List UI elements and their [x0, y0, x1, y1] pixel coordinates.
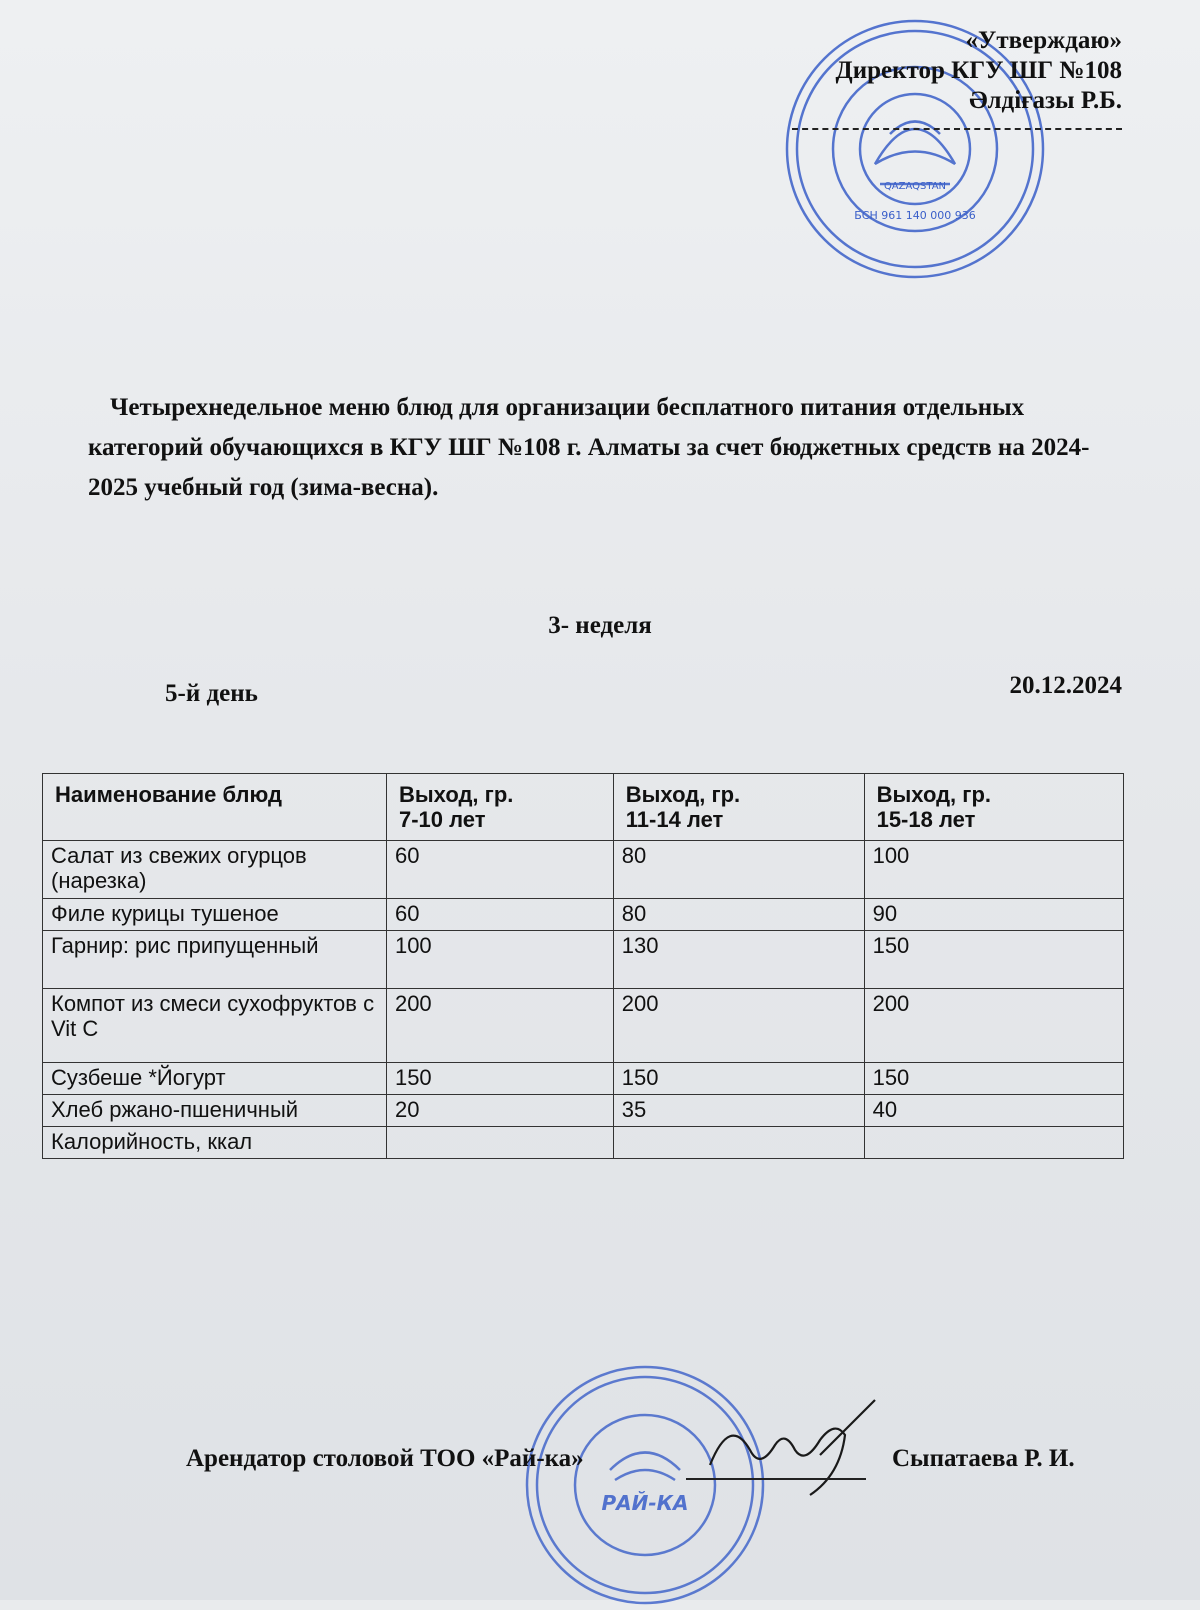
approval-signature-line [792, 120, 1122, 130]
approval-position: Директор КГУ ШГ №108 [835, 57, 1122, 84]
dish-name: Хлеб ржано-пшеничный [43, 1095, 387, 1127]
approval-director-name: Әлдіғазы Р.Б. [969, 87, 1122, 114]
seal-bin-text: БСН 961 140 000 936 [854, 209, 976, 222]
yield-15-18: 150 [864, 1063, 1123, 1095]
seal-company-text: РАЙ-КА [601, 1491, 689, 1515]
yield-7-10 [386, 1127, 613, 1159]
header-dish-name: Наименование блюд [43, 774, 387, 841]
dish-name: Салат из свежих огурцов (нарезка) [43, 841, 387, 899]
menu-table [42, 773, 1124, 1159]
handwritten-signature [690, 1395, 880, 1505]
approval-block [792, 26, 1122, 130]
yield-11-14: 80 [613, 841, 864, 899]
table-row [43, 989, 1124, 1063]
table-row [43, 1095, 1124, 1127]
yield-7-10: 20 [386, 1095, 613, 1127]
header-yield-7-10: Выход, гр. 7-10 лет [386, 774, 613, 841]
yield-7-10: 200 [386, 989, 613, 1063]
table-row [43, 1127, 1124, 1159]
signature-underline [686, 1478, 866, 1480]
dish-name: Филе курицы тушеное [43, 899, 387, 931]
dish-name: Сузбеше *Йогурт [43, 1063, 387, 1095]
table-row [43, 931, 1124, 989]
day-label: 5-й день [165, 680, 258, 707]
yield-15-18: 150 [864, 931, 1123, 989]
yield-11-14: 35 [613, 1095, 864, 1127]
table-row [43, 1063, 1124, 1095]
yield-7-10: 100 [386, 931, 613, 989]
header-yield-15-18: Выход, гр. 15-18 лет [864, 774, 1123, 841]
seal-country-text: QAZAQSTAN [883, 181, 947, 192]
document-title: Четырехнедельное меню блюд для организации бесплатного питания отдельных категорий обучающихся в КГУ ШГ №108 г. Алматы за счет бюджетных средств на 2024-2025 учебный год (зима-весна). [88, 394, 1090, 501]
table-row [43, 841, 1124, 899]
tenant-label: Арендатор столовой ТОО «Рай-ка» [186, 1445, 584, 1472]
dish-name: Гарнир: рис припущенный [43, 931, 387, 989]
yield-15-18 [864, 1127, 1123, 1159]
table-row [43, 899, 1124, 931]
yield-15-18: 40 [864, 1095, 1123, 1127]
yield-15-18: 200 [864, 989, 1123, 1063]
menu-date: 20.12.2024 [1009, 672, 1122, 699]
yield-11-14: 80 [613, 899, 864, 931]
dish-name: Компот из смеси сухофруктов с Vit C [43, 989, 387, 1063]
dish-name: Калорийность, ккал [43, 1127, 387, 1159]
yield-7-10: 60 [386, 899, 613, 931]
yield-7-10: 150 [386, 1063, 613, 1095]
approval-label: «Утверждаю» [965, 27, 1122, 54]
yield-7-10: 60 [386, 841, 613, 899]
yield-11-14: 200 [613, 989, 864, 1063]
yield-11-14: 130 [613, 931, 864, 989]
yield-15-18: 100 [864, 841, 1123, 899]
yield-11-14 [613, 1127, 864, 1159]
tenant-representative-name: Сыпатаева Р. И. [892, 1445, 1075, 1472]
week-label: 3- неделя [548, 612, 652, 639]
table-header-row [43, 774, 1124, 841]
yield-11-14: 150 [613, 1063, 864, 1095]
yield-15-18: 90 [864, 899, 1123, 931]
header-yield-11-14: Выход, гр. 11-14 лет [613, 774, 864, 841]
